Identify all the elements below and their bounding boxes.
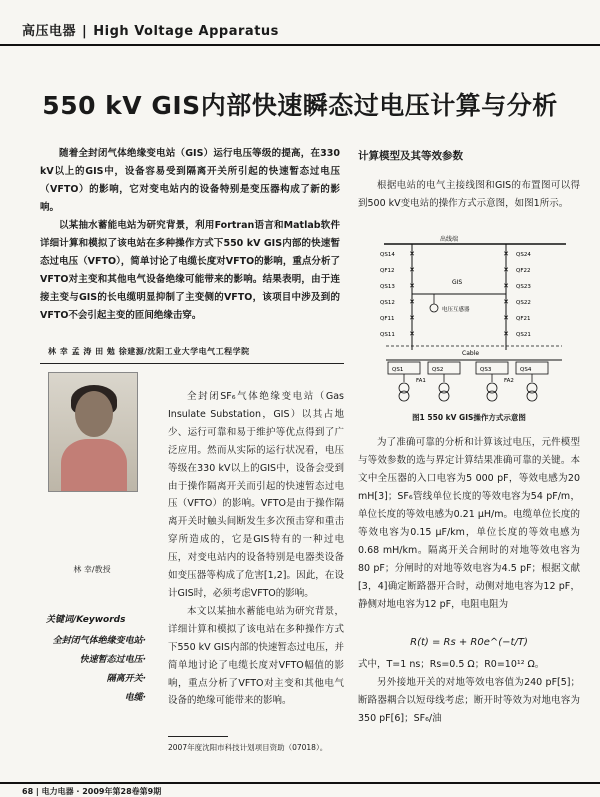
bottom-switch-label: QS4 (520, 367, 532, 373)
keyword-item: 隔离开关· (106, 674, 146, 684)
right-paragraph-1 (358, 177, 580, 212)
header-separator: | (82, 24, 88, 39)
journal-name-cn: 高压电器 (22, 24, 77, 39)
right-paragraph-2 (358, 434, 580, 614)
arrester-label: FA2 (504, 378, 514, 384)
svg-text:✕: ✕ (409, 282, 415, 290)
svg-text:✕: ✕ (503, 314, 509, 322)
arrester-label: FA1 (416, 378, 426, 384)
photo-caption: 林 幸/教授 (73, 565, 111, 574)
gis-label: GIS (452, 279, 463, 286)
abstract (40, 145, 340, 325)
paragraph-text: 另外接地开关的对地等效电容值为240 pF[5]；断路器耦合以短母线考虑；断开时等效为对地电容为350 pF[6]；SF₆/油 (358, 677, 580, 724)
page-footer: 68 | 电力电器 · 2009年第28卷第9期 (22, 787, 162, 796)
keywords-list (22, 632, 146, 708)
right-paragraph-3 (358, 656, 580, 728)
figure-caption: 图1 550 kV GIS操作方式示意图 (412, 413, 526, 422)
switch-label: QF21 (516, 316, 531, 322)
voltage-transformer-symbol (430, 304, 438, 312)
article-title: 550 kV GIS内部快速瞬态过电压计算与分析 (42, 91, 558, 120)
switch-label: QS14 (380, 252, 395, 258)
footnote-rule (168, 736, 228, 737)
paragraph-text: 为了准确可靠的分析和计算该过电压，元件模型与等效参数的选与界定计算结果准确可靠的关键。本文中全压器的入口电容为5 000 pF，等效电感为20 mH[3]；SF₆管线单位长度的等效电容为54 pF/m，单位长度的等效电感为0.21 μH/m。电缆单位长度的等效电容为0.15 μF/km，单位长度的等效电感为0.68 mH/km。隔离开关合闸时的对地等效电容为80 pF；分闸时的对地等效电容为4.5 pF；根据文献[3，4]确定断路器开合时，动侧对地电容为12 pF，静侧对地电容为12 pF，电阻电阻为 (358, 437, 580, 610)
switch-label: QS22 (516, 300, 531, 306)
intro-paragraph-1: 全封闭SF₆气体绝缘变电站（Gas Insulate Substation，GIS）以其占地少、运行可靠和易于维护等优点得到了广泛应用。然而从实际的运行状况看，电压等级在330 kV以上的GIS中，设备会受到由于操作隔离开关而引起的快速暂态过电压（VFTO）的影响。VFTO是由于操作隔离开关时触头间断发生多次预击穿和重击穿所造成的，它是GIS特有的一种过电压，对变电站内的设备特别是电器类设备如变压器等构成了危害[1,2]。因此，在设计GIS时，必须考虑VFTO的影响。 (168, 391, 344, 599)
abstract-paragraph-2: 以某抽水蓄能电站为研究背景，利用Fortran语言和Matlab软件详细计算和模拟了该电站在多种操作方式下550 kV GIS内部的快速暂态过电压（VFTO），简单讨论了电缆长度对VFTO的影响，重点分析了VFTO对主变和其他电气设备绝缘可能带来的影响。结果表明，由于连接主变与GIS的长电缆明显抑制了主变侧的VFTO，该项目中涉及到的VFTO不会引起主变的匝间绝缘击穿。 (40, 220, 340, 321)
switch-label: QS11 (380, 332, 395, 338)
gis-diagram (376, 232, 572, 408)
svg-text:✕: ✕ (409, 330, 415, 338)
switch-label: QF12 (380, 268, 395, 274)
bottom-switch-label: QS2 (432, 367, 444, 373)
svg-text:✕: ✕ (503, 298, 509, 306)
svg-text:✕: ✕ (503, 330, 509, 338)
svg-text:✕: ✕ (409, 298, 415, 306)
footnote: 2007年度沈阳市科技计划项目资助（07018）。 (168, 743, 328, 752)
outgoing-line-label: 出线端 (440, 236, 459, 243)
journal-name-en: High Voltage Apparatus (93, 24, 279, 39)
header-rule (0, 44, 600, 46)
keywords-title: 关键词/Keywords (46, 615, 126, 625)
author-photo (48, 372, 138, 492)
author-line: 林 幸 孟 涛 田 勉 徐建源/沈阳工业大学电气工程学院 (48, 347, 250, 356)
switch-label: QS12 (380, 300, 395, 306)
svg-text:✕: ✕ (503, 282, 509, 290)
svg-text:✕: ✕ (503, 250, 509, 258)
voltage-transformer-label: 电压互感器 (442, 307, 470, 313)
formula-explanation: 式中，T=1 ns；Rs=0.5 Ω；R0=10¹² Ω。 (358, 659, 545, 670)
introduction (168, 388, 344, 710)
author-rule (40, 363, 344, 364)
journal-header (22, 20, 279, 39)
paragraph-text: 根据电站的电气主接线图和GIS的布置图可以得到500 kV变电站的操作方式示意图，如图1所示。 (358, 180, 580, 209)
switch-label: QS24 (516, 252, 531, 258)
cable-label: Cable (462, 350, 480, 357)
keyword-item: 电缆· (124, 693, 146, 703)
keyword-item: 全封闭气体绝缘变电站· (52, 636, 146, 646)
intro-paragraph-2: 本文以某抽水蓄能电站为研究背景，详细计算和模拟了该电站在多种操作方式下550 kV GIS内部的快速暂态过电压，并简单地讨论了电缆长度对VFTO幅值的影响，重点分析了VFTO对主变和其他电气设备的绝缘可能带来的影响。 (168, 605, 344, 707)
switch-label: QS21 (516, 332, 531, 338)
switch-label: QF11 (380, 316, 395, 322)
bottom-switch-label: QS1 (392, 367, 404, 373)
svg-text:✕: ✕ (409, 266, 415, 274)
keyword-item: 快速暂态过电压· (79, 655, 146, 665)
footer-rule (0, 782, 600, 784)
svg-text:✕: ✕ (503, 266, 509, 274)
svg-text:✕: ✕ (409, 314, 415, 322)
svg-text:✕: ✕ (409, 250, 415, 258)
switch-label: QF22 (516, 268, 531, 274)
switch-label: QS13 (380, 284, 395, 290)
resistance-formula: R(t) = Rs + R0e^(−t/T) (410, 637, 528, 648)
bottom-switch-label: QS3 (480, 367, 492, 373)
abstract-paragraph-1: 随着全封闭气体绝缘变电站（GIS）运行电压等级的提高，在330 kV以上的GIS中，设备容易受到隔离开关所引起的快速暂态过电压（VFTO）的影响，它对变电站内的设备特别是变压器构成了新的影响。 (40, 148, 340, 213)
section-heading: 计算模型及其等效参数 (358, 150, 463, 162)
switch-label: QS23 (516, 284, 531, 290)
